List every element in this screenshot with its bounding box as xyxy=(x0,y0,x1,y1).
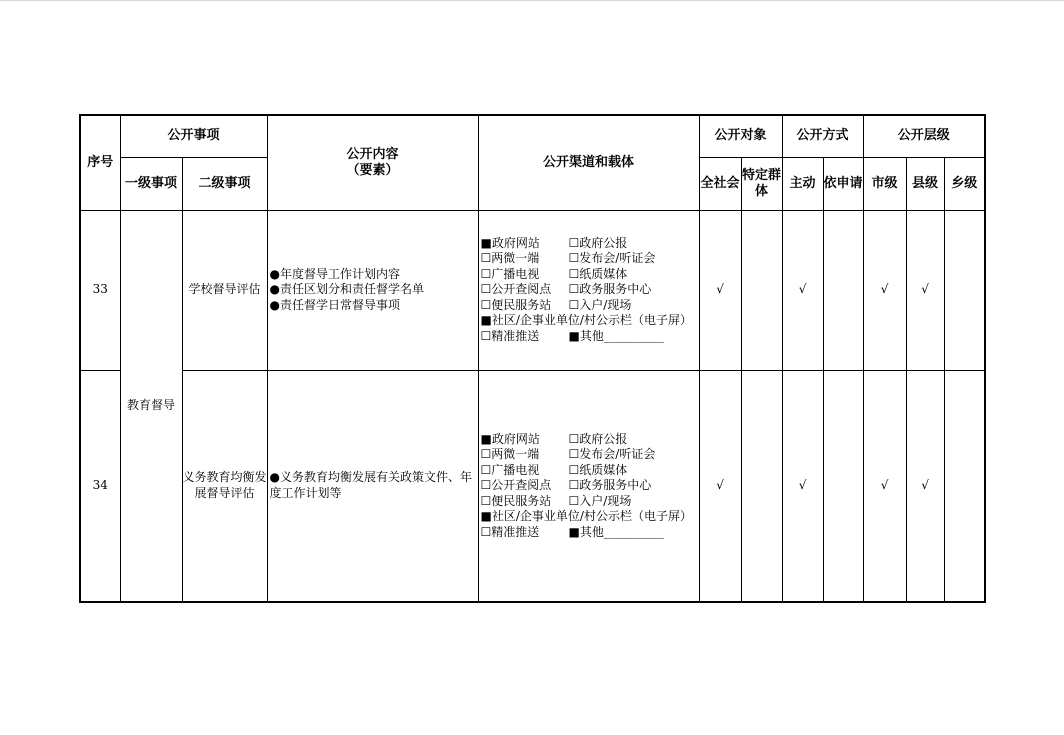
header-content xyxy=(267,115,478,210)
channel-line xyxy=(481,494,699,510)
header-method: 公开方式 xyxy=(782,115,863,157)
mark-tier-city: √ xyxy=(863,370,906,602)
mark-method-active: √ xyxy=(782,210,823,370)
channel-option: ☐便民服务站 xyxy=(480,493,552,508)
header-channel: 公开渠道和载体 xyxy=(478,115,699,210)
content-line: ●责任区划分和责任督学名单 xyxy=(269,282,424,297)
row-channels xyxy=(478,210,699,370)
channel-option: ☐广播电视 xyxy=(480,266,540,281)
mark-method-apply xyxy=(823,370,863,602)
channel-line xyxy=(481,478,699,494)
mark-tier-town xyxy=(944,370,985,602)
channel-option: ☐公开查阅点 xyxy=(480,282,552,297)
mark-tier-county: √ xyxy=(906,370,944,602)
level1-cell xyxy=(120,210,182,602)
mark-target-group xyxy=(741,210,782,370)
header-method-active: 主动 xyxy=(782,157,823,210)
channel-option: ☐纸质媒体 xyxy=(568,462,628,477)
mark-tier-county: √ xyxy=(906,210,944,370)
content-line: ●责任督学日常督导事项 xyxy=(269,297,400,312)
channel-option: ☐广播电视 xyxy=(480,462,540,477)
mark-target-all: √ xyxy=(699,210,741,370)
channel-line xyxy=(481,282,699,298)
channel-option: ☐精准推送 xyxy=(480,524,540,539)
channel-line xyxy=(481,267,699,283)
channel-line xyxy=(481,298,699,314)
header-method-apply: 依申请 xyxy=(823,157,863,210)
header-tier-town: 乡级 xyxy=(944,157,985,210)
channel-option: ■社区/企事业单位/村公示栏（电子屏） xyxy=(480,509,692,523)
channel-option: ☐入户/现场 xyxy=(568,493,632,508)
row-content xyxy=(267,370,478,602)
row-seq: 33 xyxy=(80,210,120,370)
content-line: ●年度督导工作计划内容 xyxy=(269,266,400,281)
row-channels xyxy=(478,370,699,602)
header-seq: 序号 xyxy=(80,115,120,210)
row-content xyxy=(267,210,478,370)
channel-option: ☐两微一端 xyxy=(480,447,540,461)
channel-line xyxy=(481,447,699,463)
table-row xyxy=(80,210,985,370)
channel-option: ☐纸质媒体 xyxy=(568,266,628,281)
header-tier-city: 市级 xyxy=(863,157,906,210)
channel-line xyxy=(481,329,699,345)
row-level2: 学校督导评估 xyxy=(182,210,267,370)
header-content-sub: （要素） xyxy=(346,162,399,178)
mark-method-apply xyxy=(823,210,863,370)
channel-option: ■政府网站 xyxy=(480,431,540,446)
channel-option: ☐政府公报 xyxy=(568,431,628,446)
header-target-group: 特定群体 xyxy=(741,157,782,210)
disclosure-table xyxy=(79,114,986,603)
mark-tier-city: √ xyxy=(863,210,906,370)
header-tier-county: 县级 xyxy=(906,157,944,210)
header-target: 公开对象 xyxy=(699,115,782,157)
channel-option: ■其他__________ xyxy=(568,524,664,539)
channel-option: ■其他__________ xyxy=(568,328,664,343)
channel-line xyxy=(481,251,699,267)
mark-method-active: √ xyxy=(782,370,823,602)
channel-option: ☐两微一端 xyxy=(480,251,540,266)
channel-option: ■政府网站 xyxy=(480,235,540,250)
channel-option: ☐发布会/听证会 xyxy=(568,447,656,461)
channel-option: ■社区/企事业单位/村公示栏（电子屏） xyxy=(480,313,692,328)
header-public-items: 公开事项 xyxy=(120,115,267,157)
header-tier: 公开层级 xyxy=(863,115,985,157)
mark-tier-town xyxy=(944,210,985,370)
channel-option: ☐政务服务中心 xyxy=(568,478,652,492)
content-line: ●义务教育均衡发展有关政策文件、年度工作计划等 xyxy=(269,470,472,500)
page-top-line xyxy=(0,0,1064,1)
channel-option: ☐公开查阅点 xyxy=(480,478,552,492)
channel-option: ☐精准推送 xyxy=(480,328,540,343)
mark-target-all: √ xyxy=(699,370,741,602)
channel-option: ☐入户/现场 xyxy=(568,297,632,312)
channel-option: ☐政府公报 xyxy=(568,235,628,250)
header-level1: 一级事项 xyxy=(120,157,182,210)
channel-option: ☐便民服务站 xyxy=(480,297,552,312)
level1-label: 教育督导 xyxy=(126,398,175,412)
header-level2: 二级事项 xyxy=(182,157,267,210)
channel-line xyxy=(481,463,699,479)
header-content-title: 公开内容 xyxy=(346,146,399,162)
channel-option: ☐发布会/听证会 xyxy=(568,251,656,266)
row-seq: 34 xyxy=(80,370,120,602)
row-level2: 义务教育均衡发展督导评估 xyxy=(182,370,267,602)
channel-line xyxy=(481,236,699,252)
channel-line xyxy=(481,525,699,541)
channel-option: ☐政务服务中心 xyxy=(568,282,652,297)
table-row xyxy=(80,370,985,602)
mark-target-group xyxy=(741,370,782,602)
header-target-all: 全社会 xyxy=(699,157,741,210)
channel-line xyxy=(481,432,699,448)
